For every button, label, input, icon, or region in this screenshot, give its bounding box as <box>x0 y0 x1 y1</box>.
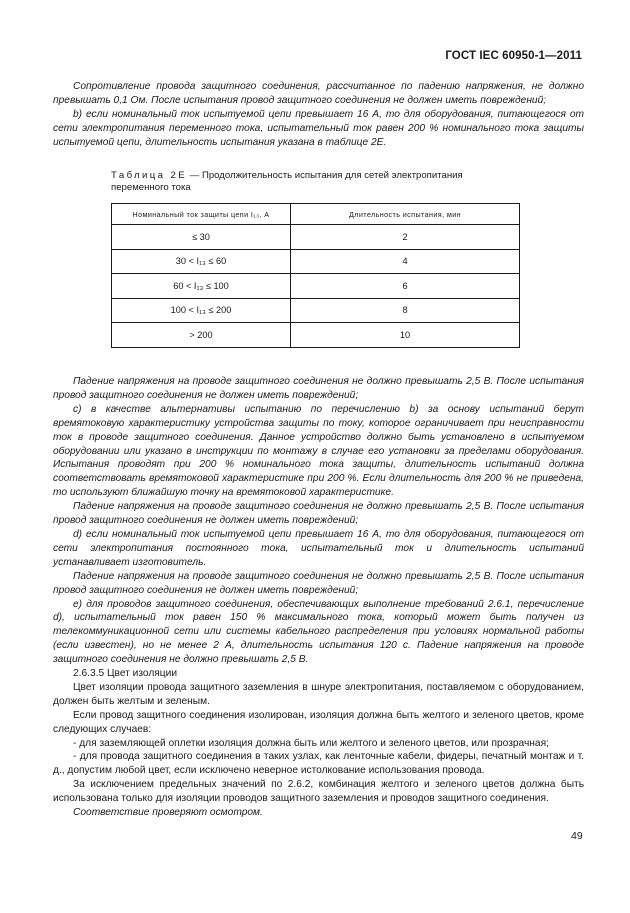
body-paragraph: За исключением предельных значений по 2.6.2, комбинация желтого и зеленого цветов должна быть использована только для изоляции проводов защитного заземления и проводов защитного соединения. <box>53 779 584 805</box>
column-header-duration: Длительность испытания, мин <box>291 204 520 225</box>
body-paragraph: Падение напряжения на проводе защитного соединения не должно превышать 2,5 В. После испытания провод защитного соединения не должен иметь повреждений; <box>53 570 584 596</box>
table-row <box>112 298 520 323</box>
body-paragraph: Падение напряжения на проводе защитного соединения не должно превышать 2,5 В. После испытания провод защитного соединения не должен иметь повреждений; <box>53 376 584 401</box>
intro-text <box>53 80 584 150</box>
body-paragraph: e) для проводов защитного соединения, обеспечивающих выполнение требований 2.6.1, перечисление d), испытательный ток равен 150 % максимального тока, который может быть получен из телекоммуникационной сети или системы кабельного распределения при условиях нормальной работы (если известен), но не менее 2 А, длительность испытания 120 с. Падение напряжения на проводе защитного соединения не должно превышать 2,5 В. <box>53 598 584 666</box>
table-row <box>112 225 520 250</box>
body-text <box>53 375 584 820</box>
column-header-current: Номинальный ток защиты цепи I₁₃, А <box>112 204 291 225</box>
table-row <box>112 274 520 299</box>
table-cell-duration: 6 <box>291 274 520 299</box>
test-duration-table <box>111 203 520 348</box>
intro-paragraph-1: b) если номинальный ток испытуемой цепи превышает 16 А, то для оборудования, питающегося от сети электропитания переменного тока, испытательный ток равен 200 % номинального тока защиты испытуемой цепи, длительность испытания указана в таблице 2Е. <box>53 108 584 148</box>
table-row <box>112 249 520 274</box>
table-caption <box>111 170 521 194</box>
body-paragraph: c) в качестве альтернативы испытанию по перечислению b) за основу испытаний берут времятоковую характеристику устройства защиты по току, которое ограничивает при неисправности ток в проводе защитного соединения. Данное устройство должно быть установлено в испытуемом оборудовании или указано в инструкции по монтажу в случае его установки за пределами оборудования. Испытания проводят при 200 % номинального тока защиты, длительность испытаний должна соответствовать времятоковой характеристике при 200 %. Если длительность для 200 % не приведена, то используют ближайшую точку на времятоковой характеристике. <box>53 403 584 499</box>
table-caption-lead: Таблица 2Е <box>111 170 188 181</box>
table-row <box>112 323 520 348</box>
body-paragraph: Падение напряжения на проводе защитного соединения не должно превышать 2,5 В. После испытания провод защитного соединения не должен иметь повреждений; <box>53 501 584 527</box>
table-cell-duration: 2 <box>291 225 520 250</box>
body-paragraph: Цвет изоляции провода защитного заземления в шнуре электропитания, поставляемом с оборудованием, должен быть желтым и зеленым. <box>53 681 584 707</box>
intro-paragraph-0: Сопротивление провода защитного соединения, рассчитанное по падению напряжения, не должно превышать 0,1 Ом. После испытания провод защитного соединения не должен иметь повреждений; <box>53 81 584 106</box>
table-cell-current: > 200 <box>112 323 291 348</box>
table-caption-text: — Продолжительность испытания для сетей электропитания переменного тока <box>111 170 463 193</box>
list-item: - для провода защитного соединения в таких узлах, как ленточные кабели, фидеры, печатный монтаж и т. д., допустим любой цвет, если исключено неверное истолкование использования провода. <box>53 751 584 777</box>
table-cell-current: 30 < I₁₃ ≤ 60 <box>112 249 291 274</box>
page-number: 49 <box>571 830 583 842</box>
body-paragraph: d) если номинальный ток испытуемой цепи превышает 16 А, то для оборудования, питающегося от сети электропитания постоянного тока, испытательный ток и длительность испытаний устанавливает изготовитель. <box>53 528 584 568</box>
section-heading: 2.6.3.5 Цвет изоляции <box>73 668 178 680</box>
table-header-row <box>112 204 520 225</box>
table-cell-duration: 4 <box>291 249 520 274</box>
list-item: - для заземляющей оплетки изоляция должна быть или желтого и зеленого цветов, или прозрачная; <box>73 737 549 749</box>
table-cell-current: 100 < I₁₃ ≤ 200 <box>112 298 291 323</box>
body-paragraph: Соответствие проверяют осмотром. <box>73 807 263 819</box>
table-cell-duration: 10 <box>291 323 520 348</box>
body-paragraph: Если провод защитного соединения изолирован, изоляция должна быть желтого и зеленого цветов, кроме следующих случаев: <box>53 709 584 735</box>
table-cell-current: ≤ 30 <box>112 225 291 250</box>
table-cell-current: 60 < I₁₃ ≤ 100 <box>112 274 291 299</box>
standard-header: ГОСТ IEC 60950-1—2011 <box>445 50 582 62</box>
table-cell-duration: 8 <box>291 298 520 323</box>
